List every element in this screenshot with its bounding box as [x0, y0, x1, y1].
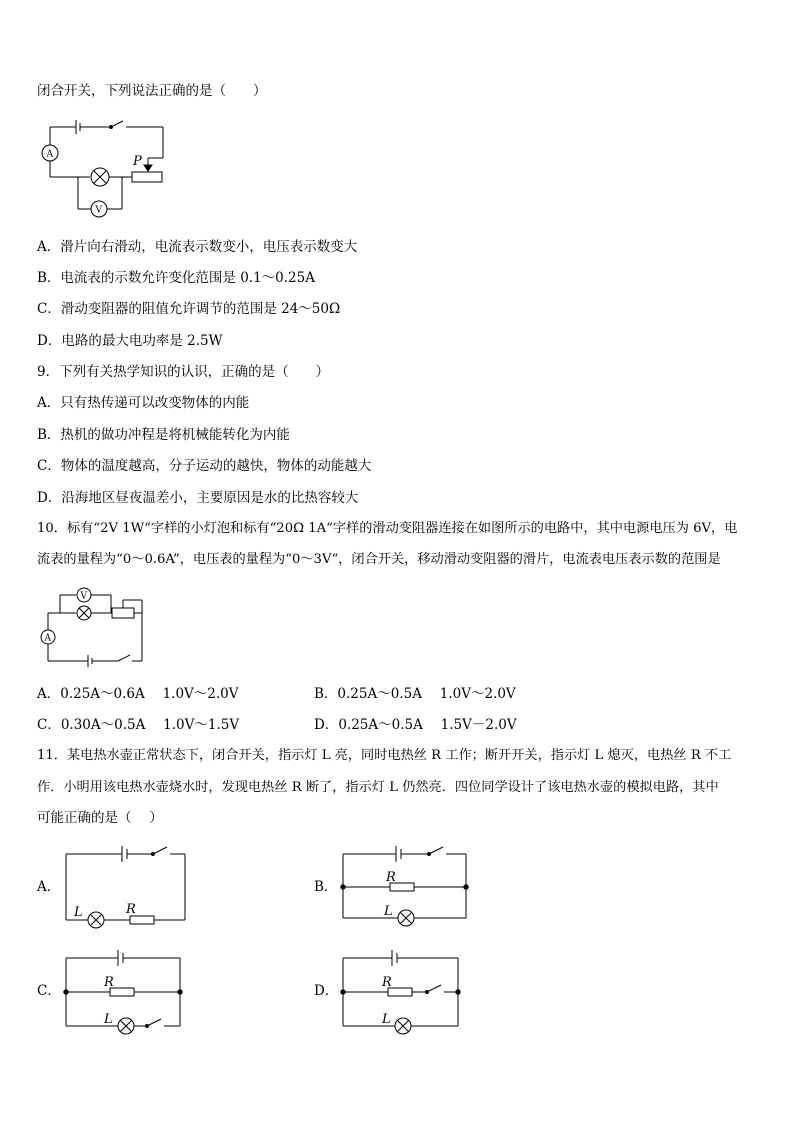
q10-stem-line2: 流表的量程为“0～0.6A”，电压表的量程为“0～3V“，闭合开关，移动滑动变阻器的滑片，电流表电压表示数的范围是: [37, 552, 721, 567]
q10-stem-line1: 10．标有“2V 1W“字样的小灯泡和标有“20Ω 1A“字样的滑动变阻器连接在如图所示的电路中，其中电源电压为 6V，电: [37, 521, 738, 536]
q11-circuit-d: [338, 944, 473, 1039]
q10-option-c: C．0.30A～0.5A 1.0V～1.5V: [37, 717, 240, 733]
q8-stem: 闭合开关，下列说法正确的是（ ）: [37, 83, 267, 99]
q11-d-lamp-label: L: [382, 1012, 391, 1027]
q10-option-d: D．0.25A～0.5A 1.5V－2.0V: [314, 717, 517, 733]
q9-option-a: A．只有热传递可以改变物体的内能: [37, 395, 250, 411]
q10-voltmeter-label: V: [80, 591, 87, 602]
resistor-icon: [130, 916, 154, 924]
q11-b-resistor-label: R: [386, 870, 396, 885]
q11-a-resistor-label: R: [126, 902, 136, 917]
q8-ammeter-label: A: [46, 149, 53, 160]
q10-option-b: B．0.25A～0.5A 1.0V～2.0V: [314, 686, 516, 702]
q11-circuit-b: [338, 840, 473, 930]
switch-blade: [118, 655, 130, 661]
q11-circuit-c: [60, 944, 195, 1039]
q11-c-lamp-label: L: [104, 1012, 113, 1027]
q9-option-d: D．沿海地区昼夜温差小，主要原因是水的比热容较大: [37, 490, 359, 506]
q11-a-lamp-label: L: [74, 905, 83, 920]
q10-option-a: A．0.25A～0.6A 1.0V～2.0V: [37, 686, 239, 702]
q9-option-b: B．热机的做功冲程是将机械能转化为内能: [37, 427, 290, 443]
rheostat-icon: [112, 608, 134, 618]
q9-option-c: C．物体的温度越高，分子运动的越快，物体的动能越大: [37, 458, 372, 474]
q8-slider-label: P: [133, 154, 142, 169]
q11-circuit-a: [60, 840, 195, 935]
q10-circuit-diagram: [38, 583, 148, 668]
q11-circuit-b-label: B．: [314, 879, 338, 895]
q8-voltmeter-label: V: [95, 205, 102, 216]
q8-option-c: C．滑动变阻器的阻值允许调节的范围是 24～50Ω: [37, 301, 341, 317]
q8-option-a: A．滑片向右滑动，电流表示数变小，电压表示数变大: [37, 239, 358, 255]
q11-circuit-a-label: A．: [37, 879, 61, 895]
q11-stem-line2: 作．小明用该电热水壶烧水时，发现电热丝 R 断了，指示灯 L 仍然亮．四位同学设计了该电热水壶的模拟电路，其中: [37, 780, 719, 795]
q10-ammeter-label: A: [44, 633, 51, 644]
q11-stem-line3: 可能正确的是（ ）: [37, 810, 163, 826]
q8-option-d: D．电路的最大电功率是 2.5W: [37, 333, 223, 349]
q11-b-lamp-label: L: [384, 904, 393, 919]
q8-option-b: B．电流表的示数允许变化范围是 0.1～0.25A: [37, 270, 315, 286]
q9-stem: 9．下列有关热学知识的认识，正确的是（ ）: [37, 364, 330, 380]
switch-blade: [111, 121, 123, 127]
q11-d-resistor-label: R: [382, 975, 392, 990]
q11-stem-line1: 11．某电热水壶正常状态下，闭合开关，指示灯 L 亮，同时电热丝 R 工作；断开开关，指示灯 L 熄灭，电热丝 R 不工: [37, 748, 732, 763]
q11-circuit-c-label: C．: [37, 983, 61, 999]
q11-circuit-d-label: D．: [314, 983, 339, 999]
rheostat-icon: [132, 172, 162, 182]
q8-circuit-diagram: [38, 115, 173, 220]
q11-c-resistor-label: R: [104, 975, 114, 990]
